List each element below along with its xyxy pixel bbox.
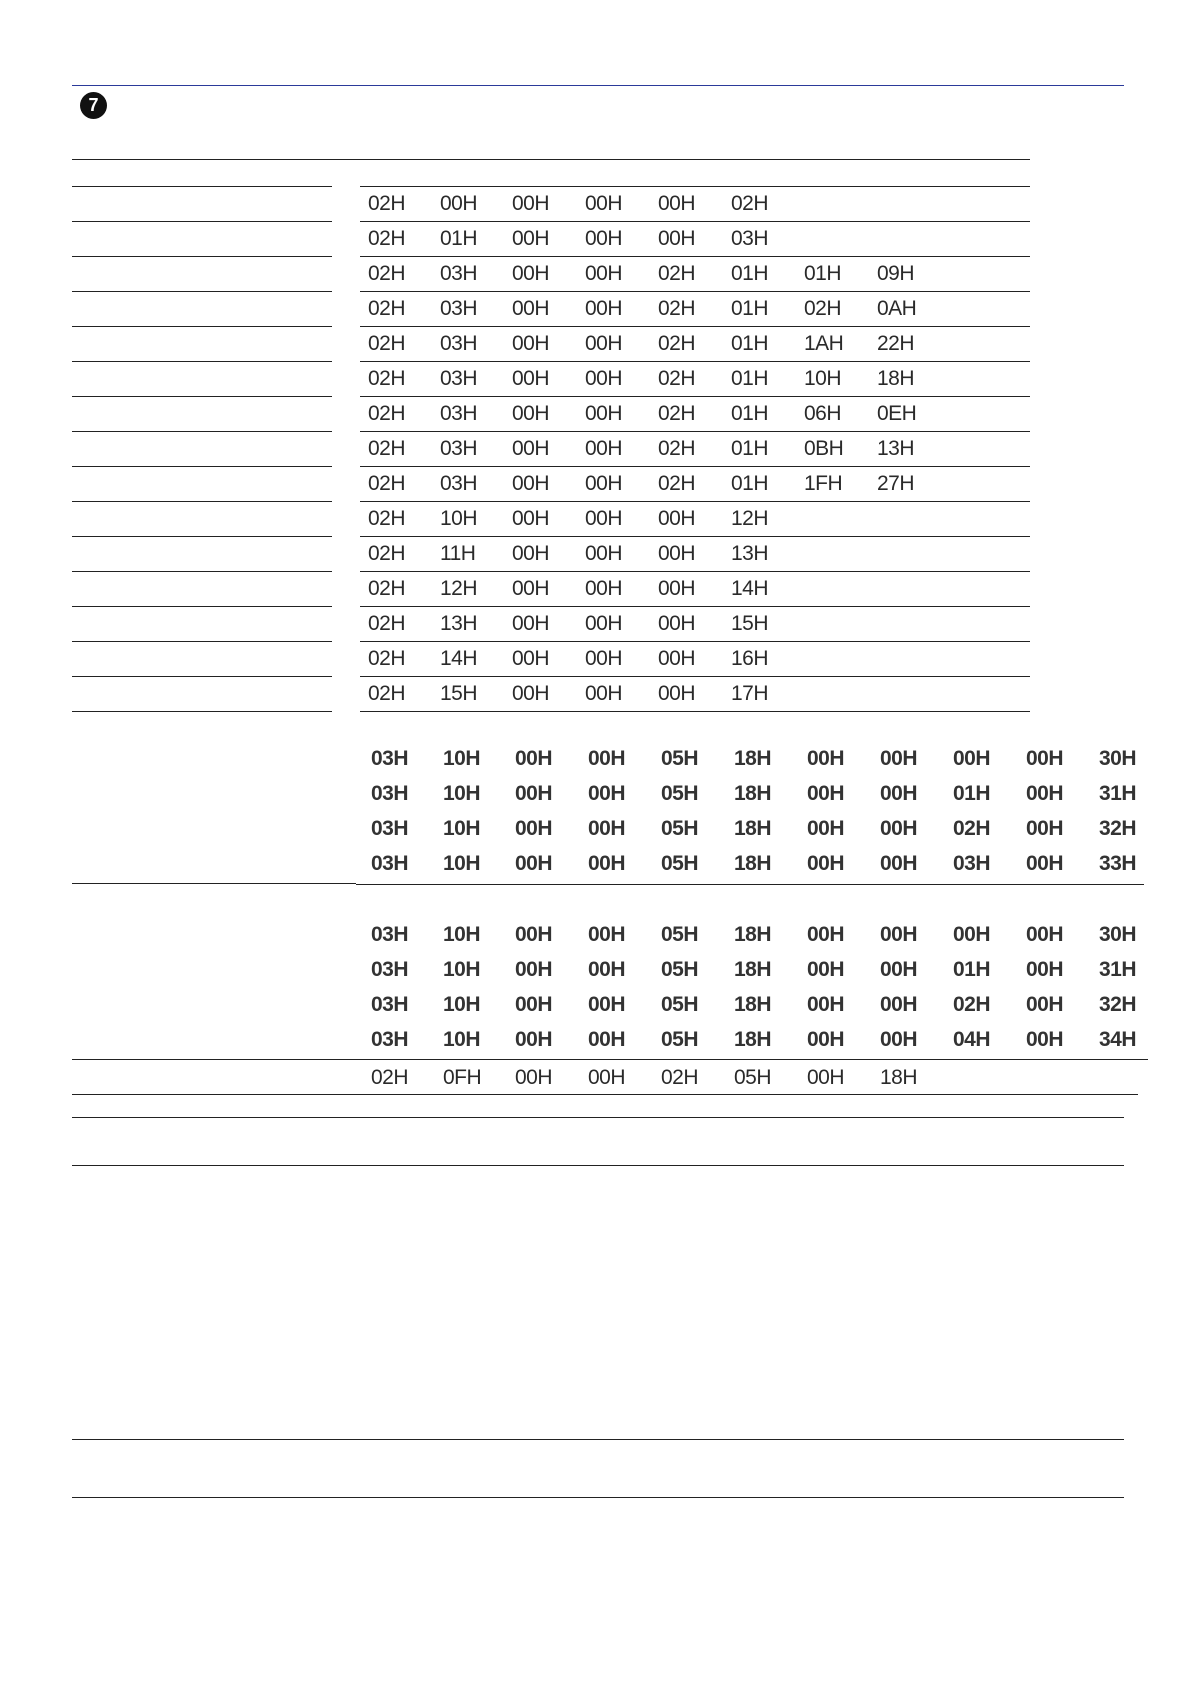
table-rule bbox=[72, 641, 332, 642]
hex-value: 0BH bbox=[804, 437, 844, 460]
hex-value: 00H bbox=[880, 817, 918, 840]
hex-value: 00H bbox=[512, 332, 550, 355]
hex-value: 00H bbox=[658, 507, 696, 530]
table-row bbox=[0, 397, 1191, 431]
hex-value: 00H bbox=[515, 923, 553, 946]
hex-value: 05H bbox=[661, 852, 699, 875]
hex-value: 00H bbox=[880, 782, 918, 805]
hex-value: 03H bbox=[371, 852, 409, 875]
hex-value: 06H bbox=[804, 402, 842, 425]
table-rule bbox=[72, 396, 332, 397]
hex-value: 02H bbox=[953, 993, 991, 1016]
table-rule bbox=[72, 326, 332, 327]
hex-value: 18H bbox=[734, 782, 772, 805]
hex-value: 18H bbox=[877, 367, 915, 390]
hex-value: 01H bbox=[731, 332, 769, 355]
hex-value: 00H bbox=[658, 577, 696, 600]
hex-value: 02H bbox=[731, 192, 769, 215]
hex-value: 00H bbox=[585, 332, 623, 355]
hex-value: 00H bbox=[807, 817, 845, 840]
hex-value: 00H bbox=[515, 958, 553, 981]
hex-value: 00H bbox=[585, 192, 623, 215]
hex-value: 00H bbox=[1026, 747, 1064, 770]
hex-value: 00H bbox=[1026, 782, 1064, 805]
table-rule bbox=[72, 883, 356, 884]
hex-value: 02H bbox=[658, 297, 696, 320]
hex-value: 11H bbox=[440, 542, 476, 565]
hex-value: 00H bbox=[880, 852, 918, 875]
table-row bbox=[0, 988, 1191, 1022]
hex-value: 00H bbox=[515, 817, 553, 840]
hex-value: 00H bbox=[1026, 958, 1064, 981]
hex-value: 18H bbox=[734, 1028, 772, 1051]
table-rule bbox=[72, 256, 332, 257]
hex-value: 02H bbox=[368, 542, 406, 565]
hex-value: 03H bbox=[371, 1028, 409, 1051]
hex-value: 02H bbox=[368, 402, 406, 425]
hex-value: 02H bbox=[368, 507, 406, 530]
table-row bbox=[0, 327, 1191, 361]
hex-value: 17H bbox=[731, 682, 769, 705]
hex-value: 00H bbox=[880, 958, 918, 981]
table-row bbox=[0, 742, 1191, 776]
hex-value: 10H bbox=[443, 923, 481, 946]
hex-value: 00H bbox=[658, 227, 696, 250]
hex-value: 00H bbox=[807, 993, 845, 1016]
hex-value: 13H bbox=[877, 437, 915, 460]
table-row bbox=[0, 502, 1191, 536]
table-row bbox=[0, 642, 1191, 676]
hex-value: 00H bbox=[807, 958, 845, 981]
table-rule bbox=[72, 606, 332, 607]
hex-value: 03H bbox=[731, 227, 769, 250]
table-rule bbox=[72, 1059, 1148, 1060]
hex-value: 00H bbox=[1026, 852, 1064, 875]
table-rule bbox=[72, 361, 332, 362]
table-row bbox=[0, 537, 1191, 571]
hex-value: 02H bbox=[368, 192, 406, 215]
table-row bbox=[0, 1023, 1191, 1057]
hex-value: 03H bbox=[440, 472, 478, 495]
table-rule bbox=[360, 711, 1030, 712]
hex-value: 02H bbox=[368, 472, 406, 495]
hex-value: 05H bbox=[661, 923, 699, 946]
hex-value: 00H bbox=[588, 923, 626, 946]
hex-value: 02H bbox=[658, 367, 696, 390]
table-rule bbox=[360, 186, 1030, 187]
hex-value: 00H bbox=[512, 682, 550, 705]
table-rule bbox=[360, 536, 1030, 537]
table-row bbox=[0, 677, 1191, 711]
hex-value: 02H bbox=[368, 437, 406, 460]
table-rule bbox=[72, 431, 332, 432]
hex-value: 00H bbox=[807, 747, 845, 770]
hex-value: 01H bbox=[953, 782, 991, 805]
table-rule bbox=[72, 159, 1030, 160]
hex-value: 00H bbox=[512, 577, 550, 600]
hex-value: 10H bbox=[443, 852, 481, 875]
hex-value: 02H bbox=[368, 332, 406, 355]
hex-value: 00H bbox=[512, 472, 550, 495]
table-rule bbox=[72, 1094, 1138, 1095]
hex-value: 18H bbox=[734, 958, 772, 981]
hex-value: 14H bbox=[731, 577, 769, 600]
hex-value: 34H bbox=[1099, 1028, 1137, 1051]
hex-value: 16H bbox=[731, 647, 769, 670]
hex-value: 03H bbox=[371, 923, 409, 946]
hex-value: 30H bbox=[1099, 747, 1137, 770]
hex-value: 03H bbox=[440, 402, 478, 425]
hex-value: 1FH bbox=[804, 472, 843, 495]
table-rule bbox=[72, 1497, 1124, 1498]
hex-value: 00H bbox=[512, 437, 550, 460]
hex-value: 00H bbox=[1026, 817, 1064, 840]
hex-value: 18H bbox=[880, 1066, 918, 1089]
hex-value: 00H bbox=[1026, 993, 1064, 1016]
hex-value: 02H bbox=[371, 1066, 409, 1089]
table-rule bbox=[72, 466, 332, 467]
hex-value: 00H bbox=[585, 507, 623, 530]
hex-value: 02H bbox=[658, 262, 696, 285]
hex-value: 05H bbox=[734, 1066, 772, 1089]
hex-value: 02H bbox=[368, 577, 406, 600]
hex-value: 02H bbox=[804, 297, 842, 320]
hex-value: 00H bbox=[512, 647, 550, 670]
hex-value: 00H bbox=[807, 923, 845, 946]
section-number-badge: 7 bbox=[80, 92, 107, 119]
table-row bbox=[0, 467, 1191, 501]
hex-value: 01H bbox=[731, 367, 769, 390]
hex-value: 13H bbox=[440, 612, 478, 635]
hex-value: 02H bbox=[368, 297, 406, 320]
table-row bbox=[0, 572, 1191, 606]
table-rule bbox=[72, 1117, 1124, 1118]
hex-value: 00H bbox=[588, 817, 626, 840]
table-rule bbox=[72, 571, 332, 572]
hex-value: 05H bbox=[661, 993, 699, 1016]
hex-value: 18H bbox=[734, 852, 772, 875]
hex-value: 00H bbox=[512, 612, 550, 635]
hex-value: 10H bbox=[443, 993, 481, 1016]
hex-value: 00H bbox=[658, 192, 696, 215]
table-rule bbox=[360, 431, 1030, 432]
hex-value: 00H bbox=[515, 852, 553, 875]
hex-value: 00H bbox=[658, 647, 696, 670]
table-rule bbox=[72, 1439, 1124, 1440]
hex-value: 18H bbox=[734, 817, 772, 840]
hex-value: 00H bbox=[658, 682, 696, 705]
hex-value: 10H bbox=[443, 747, 481, 770]
hex-value: 01H bbox=[731, 402, 769, 425]
table-rule bbox=[360, 221, 1030, 222]
table-rule bbox=[360, 326, 1030, 327]
table-rule bbox=[360, 291, 1030, 292]
hex-value: 12H bbox=[731, 507, 769, 530]
hex-value: 00H bbox=[512, 262, 550, 285]
hex-value: 00H bbox=[807, 852, 845, 875]
hex-value: 00H bbox=[658, 542, 696, 565]
hex-value: 13H bbox=[731, 542, 769, 565]
hex-value: 10H bbox=[804, 367, 842, 390]
hex-value: 00H bbox=[512, 227, 550, 250]
hex-value: 01H bbox=[731, 262, 769, 285]
hex-value: 00H bbox=[585, 402, 623, 425]
hex-value: 03H bbox=[440, 262, 478, 285]
table-rule bbox=[72, 711, 332, 712]
hex-value: 00H bbox=[512, 542, 550, 565]
table-row bbox=[0, 812, 1191, 846]
hex-value: 05H bbox=[661, 958, 699, 981]
hex-value: 00H bbox=[515, 993, 553, 1016]
hex-value: 01H bbox=[440, 227, 478, 250]
hex-value: 02H bbox=[658, 332, 696, 355]
hex-value: 00H bbox=[588, 747, 626, 770]
hex-value: 10H bbox=[443, 958, 481, 981]
hex-value: 00H bbox=[588, 852, 626, 875]
hex-value: 31H bbox=[1099, 958, 1137, 981]
hex-value: 05H bbox=[661, 1028, 699, 1051]
hex-value: 18H bbox=[734, 993, 772, 1016]
table-rule bbox=[360, 396, 1030, 397]
hex-value: 00H bbox=[1026, 1028, 1064, 1051]
hex-value: 10H bbox=[443, 782, 481, 805]
hex-value: 00H bbox=[515, 1066, 553, 1089]
hex-value: 00H bbox=[953, 747, 991, 770]
table-row bbox=[0, 292, 1191, 326]
hex-value: 03H bbox=[371, 782, 409, 805]
table-row bbox=[0, 953, 1191, 987]
hex-value: 00H bbox=[807, 1028, 845, 1051]
hex-value: 02H bbox=[953, 817, 991, 840]
hex-value: 00H bbox=[585, 227, 623, 250]
hex-value: 10H bbox=[440, 507, 478, 530]
table-row bbox=[0, 1061, 1191, 1095]
hex-value: 00H bbox=[515, 747, 553, 770]
hex-value: 00H bbox=[807, 1066, 845, 1089]
hex-value: 03H bbox=[440, 332, 478, 355]
hex-value: 03H bbox=[440, 437, 478, 460]
hex-value: 00H bbox=[588, 782, 626, 805]
hex-value: 02H bbox=[658, 402, 696, 425]
hex-value: 02H bbox=[368, 647, 406, 670]
table-rule bbox=[72, 536, 332, 537]
hex-value: 02H bbox=[368, 367, 406, 390]
hex-value: 0AH bbox=[877, 297, 917, 320]
table-rule bbox=[72, 1165, 1124, 1166]
hex-value: 00H bbox=[585, 437, 623, 460]
hex-value: 15H bbox=[440, 682, 478, 705]
table-rule bbox=[360, 571, 1030, 572]
hex-value: 10H bbox=[443, 1028, 481, 1051]
hex-value: 00H bbox=[585, 682, 623, 705]
table-rule bbox=[72, 186, 332, 187]
hex-value: 02H bbox=[661, 1066, 699, 1089]
hex-value: 02H bbox=[368, 612, 406, 635]
hex-value: 00H bbox=[515, 782, 553, 805]
hex-value: 33H bbox=[1099, 852, 1137, 875]
table-row bbox=[0, 607, 1191, 641]
table-rule bbox=[72, 221, 332, 222]
hex-value: 00H bbox=[512, 367, 550, 390]
table-rule bbox=[360, 466, 1030, 467]
hex-value: 00H bbox=[953, 923, 991, 946]
hex-value: 05H bbox=[661, 817, 699, 840]
hex-value: 00H bbox=[512, 402, 550, 425]
hex-value: 32H bbox=[1099, 993, 1137, 1016]
hex-value: 02H bbox=[658, 472, 696, 495]
table-row bbox=[0, 777, 1191, 811]
hex-value: 03H bbox=[371, 817, 409, 840]
hex-value: 00H bbox=[588, 1066, 626, 1089]
hex-value: 32H bbox=[1099, 817, 1137, 840]
hex-value: 27H bbox=[877, 472, 915, 495]
hex-value: 1AH bbox=[804, 332, 844, 355]
hex-value: 00H bbox=[585, 297, 623, 320]
hex-value: 05H bbox=[661, 747, 699, 770]
hex-value: 22H bbox=[877, 332, 915, 355]
hex-value: 00H bbox=[880, 993, 918, 1016]
hex-value: 00H bbox=[1026, 923, 1064, 946]
hex-value: 02H bbox=[658, 437, 696, 460]
hex-value: 00H bbox=[588, 1028, 626, 1051]
table-row bbox=[0, 222, 1191, 256]
hex-value: 03H bbox=[371, 958, 409, 981]
table-row bbox=[0, 187, 1191, 221]
hex-value: 18H bbox=[734, 923, 772, 946]
hex-value: 05H bbox=[661, 782, 699, 805]
table-row bbox=[0, 257, 1191, 291]
table-rule bbox=[360, 361, 1030, 362]
table-row bbox=[0, 362, 1191, 396]
table-rule bbox=[72, 501, 332, 502]
hex-value: 00H bbox=[880, 1028, 918, 1051]
hex-value: 14H bbox=[440, 647, 478, 670]
table-row bbox=[0, 918, 1191, 952]
hex-value: 00H bbox=[512, 507, 550, 530]
hex-value: 0FH bbox=[443, 1066, 482, 1089]
hex-value: 00H bbox=[515, 1028, 553, 1051]
table-rule bbox=[72, 676, 332, 677]
hex-value: 00H bbox=[658, 612, 696, 635]
hex-value: 00H bbox=[585, 647, 623, 670]
table-rule bbox=[360, 501, 1030, 502]
hex-value: 00H bbox=[880, 747, 918, 770]
hex-value: 00H bbox=[585, 367, 623, 390]
hex-value: 04H bbox=[953, 1028, 991, 1051]
hex-value: 00H bbox=[588, 993, 626, 1016]
hex-value: 00H bbox=[512, 192, 550, 215]
hex-value: 03H bbox=[440, 367, 478, 390]
hex-value: 18H bbox=[734, 747, 772, 770]
hex-value: 10H bbox=[443, 817, 481, 840]
table-rule bbox=[360, 606, 1030, 607]
hex-value: 00H bbox=[585, 472, 623, 495]
table-rule bbox=[360, 676, 1030, 677]
hex-value: 02H bbox=[368, 262, 406, 285]
hex-value: 00H bbox=[880, 923, 918, 946]
hex-value: 02H bbox=[368, 682, 406, 705]
hex-value: 0EH bbox=[877, 402, 917, 425]
hex-value: 00H bbox=[440, 192, 478, 215]
table-rule bbox=[360, 641, 1030, 642]
hex-value: 03H bbox=[371, 993, 409, 1016]
table-rule bbox=[356, 884, 1144, 885]
section-rule bbox=[72, 85, 1124, 86]
hex-value: 12H bbox=[440, 577, 478, 600]
table-rule bbox=[72, 291, 332, 292]
hex-value: 03H bbox=[371, 747, 409, 770]
hex-value: 00H bbox=[807, 782, 845, 805]
hex-value: 31H bbox=[1099, 782, 1137, 805]
hex-value: 01H bbox=[953, 958, 991, 981]
hex-value: 03H bbox=[440, 297, 478, 320]
hex-value: 00H bbox=[585, 612, 623, 635]
hex-value: 02H bbox=[368, 227, 406, 250]
hex-value: 00H bbox=[512, 297, 550, 320]
hex-value: 01H bbox=[731, 437, 769, 460]
table-row bbox=[0, 432, 1191, 466]
table-rule bbox=[360, 256, 1030, 257]
hex-value: 01H bbox=[804, 262, 842, 285]
hex-value: 00H bbox=[585, 542, 623, 565]
hex-value: 00H bbox=[585, 577, 623, 600]
hex-value: 15H bbox=[731, 612, 769, 635]
hex-value: 01H bbox=[731, 297, 769, 320]
hex-value: 00H bbox=[585, 262, 623, 285]
hex-value: 01H bbox=[731, 472, 769, 495]
hex-value: 09H bbox=[877, 262, 915, 285]
table-row bbox=[0, 847, 1191, 881]
hex-value: 03H bbox=[953, 852, 991, 875]
hex-value: 00H bbox=[588, 958, 626, 981]
hex-value: 30H bbox=[1099, 923, 1137, 946]
